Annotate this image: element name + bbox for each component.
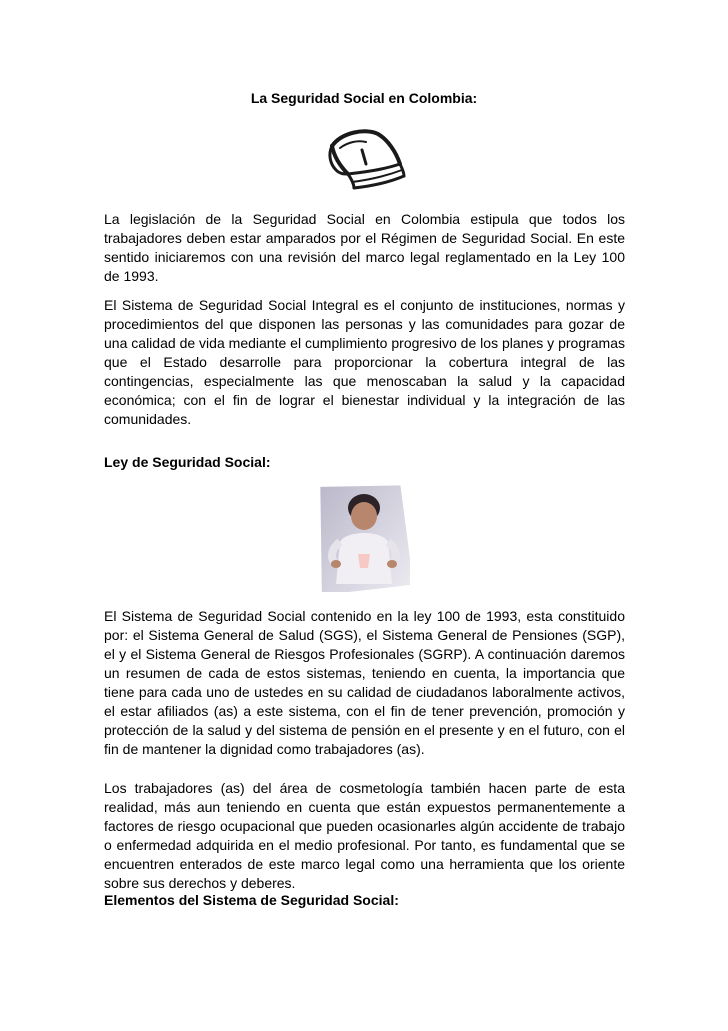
heading-elementos-sistema: Elementos del Sistema de Seguridad Social:	[104, 892, 399, 908]
paragraph-intro: La legislación de la Seguridad Social en Colombia estipula que todos los trabajadores deben estar amparados por el Régimen de Seguridad Social. En este sentido iniciaremos con una revisión del marco legal reglamentado en la Ley 100 de 1993.	[104, 211, 625, 284]
paragraph-system-definition: El Sistema de Seguridad Social Integral es el conjunto de instituciones, normas y procedimientos del que disponen las personas y las comunidades para gozar de una calidad de vida mediante el cumplimiento progresivo de los planes y programas que el Estado desarrolle para proporcionar la cobertura integral de las contingencias, especialmente las que menoscaban la salud y la capacidad económica; con el fin de lograr el bienestar individual y la integración de las comunidades.	[104, 297, 625, 427]
page-title: La Seguridad Social en Colombia:	[250, 90, 478, 106]
child-photo	[318, 484, 410, 592]
paragraph-cosmetologia: Los trabajadores (as) del área de cosmetología también hacen parte de esta realidad, más aun teniendo en cuenta que están expuestos permanentemente a factores de riesgo ocupacional que pueden ocasionarles algún accidente de trabajo o enfermedad adquirida en el medio profesional. Por tanto, es fundamental que se encuentren enterados de este marco legal como una herramienta que los oriente sobre sus derechos y deberes.	[104, 780, 625, 891]
heading-ley-seguridad-social: Ley de Seguridad Social:	[104, 454, 271, 470]
book-icon	[318, 124, 414, 196]
paragraph-sistema-componentes: El Sistema de Seguridad Social contenido en la ley 100 de 1993, esta constituido por: el Sistema General de Salud (SGS), el Sistema General de Pensiones (SGP), el y el Sistema General de Riesgos Profesionales (SGRP). A continuación daremos un resumen de cada de estos sistemas, teniendo en cuenta, la importancia que tiene para cada uno de ustedes en su calidad de ciudadanos laboralmente activos, el estar afiliados (as) a este sistema, con el fin de tener prevención, promoción y protección de la salud y del sistema de pensión en el presente y en el futuro, con el fin de mantener la dignidad como trabajadores (as).	[104, 608, 625, 757]
